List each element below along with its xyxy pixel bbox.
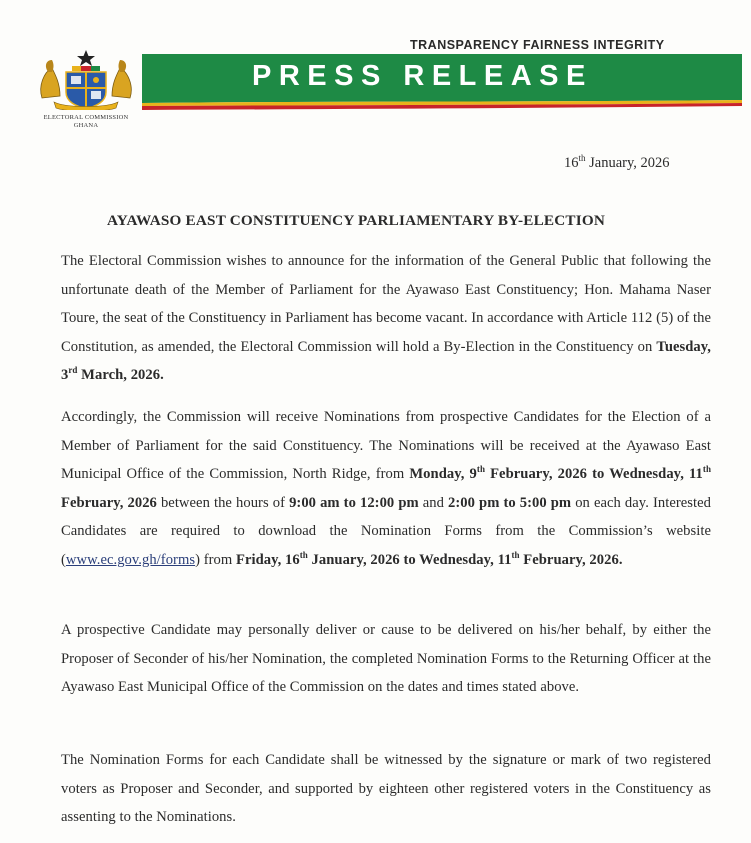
tagline: TRANSPARENCY FAIRNESS INTEGRITY — [410, 38, 665, 52]
banner-title: PRESS RELEASE — [252, 60, 593, 92]
forms-website-link[interactable]: www.ec.gov.gh/forms — [65, 551, 196, 568]
date-day: 16 — [564, 154, 579, 171]
paragraph-delivery: A prospective Candidate may personally deliver or cause to be delivered on his/her behalf, by either the Proposer of Seconder of his/her Nomination, the completed Nomination Forms to the Returning Officer at the Ayawaso East Municipal Office of the Commission on the dates and times stated above. — [61, 622, 711, 696]
nomination-period: Monday, 9th February, 2026 to Wednesday, 11th February, 2026 — [61, 464, 711, 511]
p1-text: The Electoral Commission wishes to announce for the information of the General Public that following the unfortunate death of the Member of Parliament for the Ayawaso East Constituency; Hon. Mahama Naser Toure, the seat of the Constituency in Parliament has become vacant. In accordance with Article 112 (5) of the Constitution, as amended, the Electoral Commission will hold a By-Election in the Constituency on — [61, 253, 711, 355]
coat-of-arms-logo — [36, 48, 136, 110]
paragraph-nominations: Accordingly, the Commission will receive Nominations from prospective Candidates for the Election of a Member of Parliament for the said Constituency. The Nominations will be received at the Ayawaso East Municipal Office of the Commission, North Ridge, from Monday, 9th February, 2026 to Wednesday, 11th February, 2026 between the hours of 9:00 am to 12:00 pm and 2:00 pm to 5:00 pm on each day. Interested Candidates are required to download the Nomination Forms from the Commission’s website (www.ec.gov.gh/forms) from Friday, 16th January, 2026 to Wednesday, 11th February, 2026. — [61, 409, 711, 568]
p2-text-3: and — [418, 494, 449, 511]
p2-text-2: between the hours of — [156, 494, 290, 511]
election-date: Tuesday, 3rd March, 2026. — [61, 338, 711, 384]
p2-text-4: on each day. Interested Candidates are required to download the Nomination Forms from the Commission’s website — [61, 494, 711, 540]
date-suffix: th — [578, 153, 586, 163]
download-period: Friday, 16th January, 2026 to Wednesday, 11th February, 2026. — [235, 550, 623, 568]
p2-text-1: Accordingly, the Commission will receive Nominations from prospective Candidates for the Election of a Member of Parliament for the said Constituency. The Nominations will be received at the Ayawaso East Municipal Office of the Commission, North Ridge, from — [61, 409, 711, 483]
paragraph-announcement — [61, 247, 711, 390]
p2-text-5: from — [200, 551, 236, 568]
logo-caption-line2: GHANA — [73, 122, 99, 129]
logo-caption-line1: ELECTORAL COMMISSION — [43, 114, 129, 121]
paragraph-witness: The Nomination Forms for each Candidate shall be witnessed by the signature or mark of two registered voters as Proposer and Seconder, and supported by eighteen other registered voters in the Constituency as assenting to the Nominations. — [61, 752, 711, 826]
press-release-header — [0, 0, 751, 150]
morning-hours: 9:00 am to 12:00 pm — [289, 494, 419, 511]
afternoon-hours: 2:00 pm to 5:00 pm — [448, 494, 572, 511]
release-date — [564, 153, 670, 172]
page-title: AYAWASO EAST CONSTITUENCY PARLIAMENTARY BY-ELECTION — [107, 212, 606, 229]
date-rest: January, 2026 — [585, 154, 670, 171]
logo-caption — [30, 114, 142, 130]
